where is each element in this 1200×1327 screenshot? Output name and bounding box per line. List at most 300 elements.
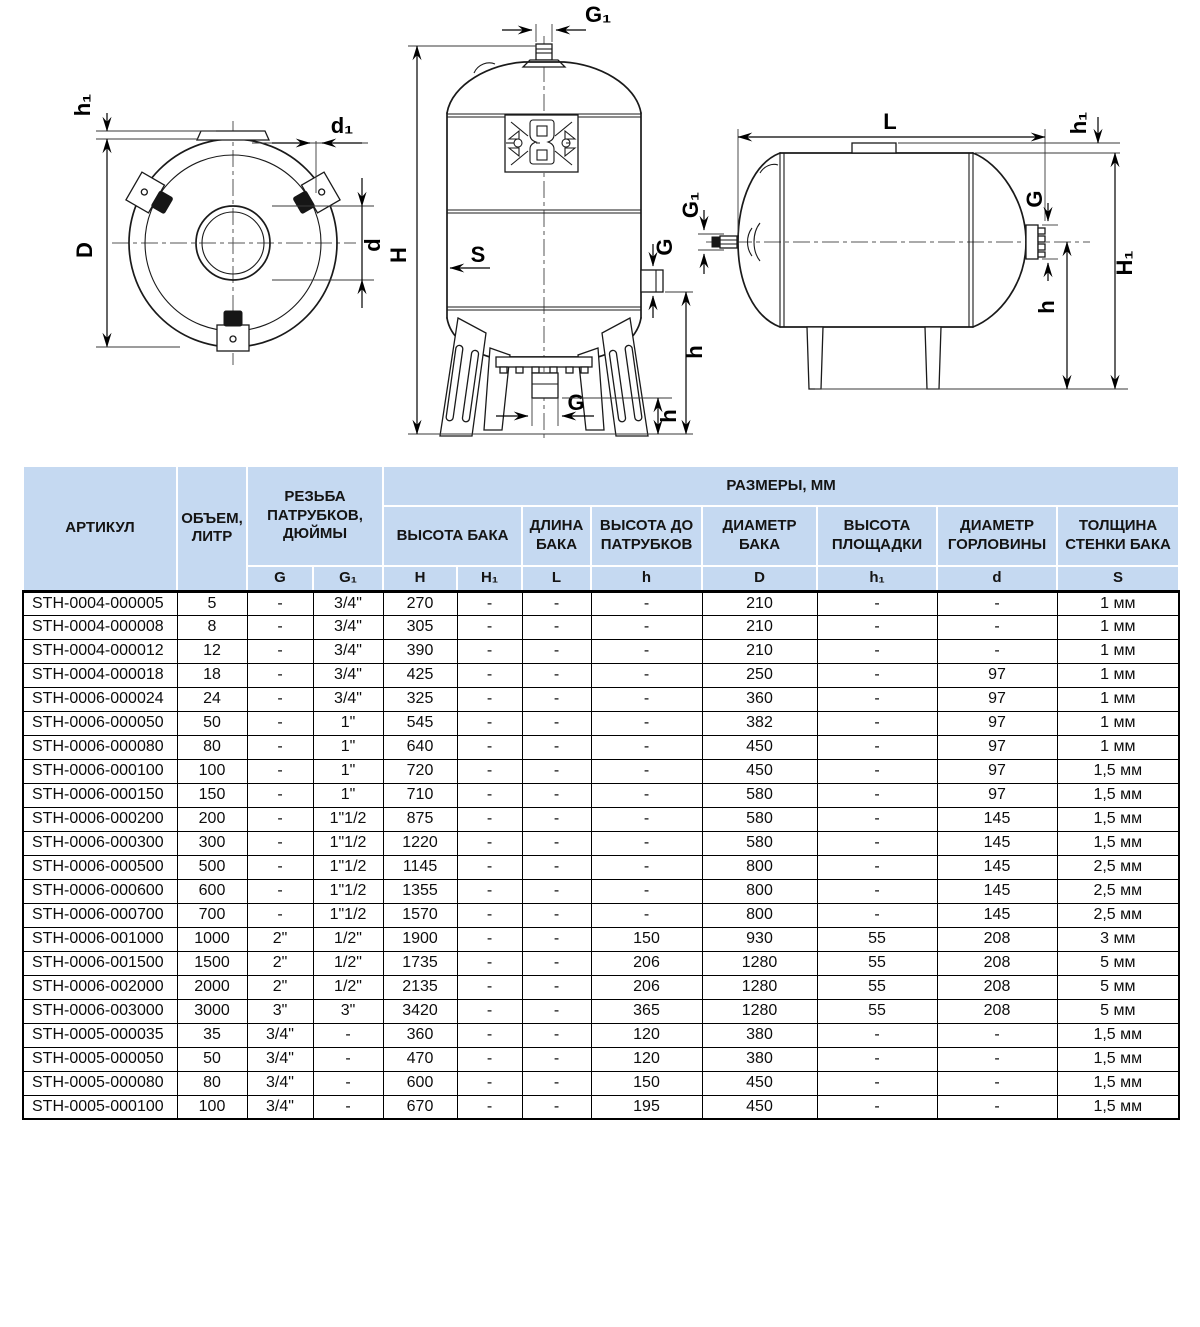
- table-row: [23, 855, 1179, 879]
- cell-value: 450: [702, 735, 817, 759]
- cell-artikul: STH-0005-000080: [23, 1071, 177, 1095]
- cell-value: 600: [383, 1071, 457, 1095]
- cell-value: 97: [937, 759, 1057, 783]
- cell-value: -: [247, 591, 313, 615]
- cell-value: -: [522, 759, 591, 783]
- cell-value: 1 мм: [1057, 711, 1179, 735]
- cell-artikul: STH-0006-001500: [23, 951, 177, 975]
- cell-value: -: [457, 855, 522, 879]
- cell-value: 145: [937, 903, 1057, 927]
- cell-value: -: [247, 711, 313, 735]
- cell-value: 3420: [383, 999, 457, 1023]
- cell-value: 270: [383, 591, 457, 615]
- cell-value: -: [591, 615, 702, 639]
- cell-artikul: STH-0006-000700: [23, 903, 177, 927]
- cell-value: 1 мм: [1057, 735, 1179, 759]
- cell-value: -: [817, 591, 937, 615]
- cell-value: -: [522, 1047, 591, 1071]
- cell-value: -: [591, 807, 702, 831]
- cell-value: -: [247, 735, 313, 759]
- cell-value: 1145: [383, 855, 457, 879]
- cell-value: 1280: [702, 951, 817, 975]
- cell-value: -: [817, 735, 937, 759]
- cell-value: -: [247, 687, 313, 711]
- cell-value: 150: [177, 783, 247, 807]
- cell-value: 1,5 мм: [1057, 1071, 1179, 1095]
- header-volume: ОБЪЕМ, ЛИТР: [177, 466, 247, 591]
- cell-value: 206: [591, 975, 702, 999]
- cell-value: 208: [937, 927, 1057, 951]
- table-row: [23, 711, 1179, 735]
- cell-value: 210: [702, 639, 817, 663]
- cell-value: -: [457, 831, 522, 855]
- cell-value: 450: [702, 759, 817, 783]
- cell-value: 2": [247, 951, 313, 975]
- table-row: [23, 951, 1179, 975]
- cell-value: -: [522, 783, 591, 807]
- dim-label-G-horiz: G: [1022, 190, 1047, 208]
- cell-value: 1 мм: [1057, 663, 1179, 687]
- cell-value: -: [247, 663, 313, 687]
- cell-value: -: [817, 903, 937, 927]
- cell-value: 97: [937, 735, 1057, 759]
- cell-value: 360: [702, 687, 817, 711]
- cell-value: -: [457, 1023, 522, 1047]
- header-letter-G1: G₁: [313, 566, 383, 591]
- cell-value: 3": [313, 999, 383, 1023]
- dim-label-S: S: [470, 242, 486, 267]
- cell-value: 24: [177, 687, 247, 711]
- cell-value: 35: [177, 1023, 247, 1047]
- cell-value: 55: [817, 975, 937, 999]
- cell-value: 1,5 мм: [1057, 1095, 1179, 1119]
- cell-value: -: [247, 831, 313, 855]
- header-letter-L: L: [522, 566, 591, 591]
- header-letter-H1: H₁: [457, 566, 522, 591]
- cell-value: 210: [702, 591, 817, 615]
- cell-value: 700: [177, 903, 247, 927]
- cell-artikul: STH-0004-000018: [23, 663, 177, 687]
- cell-value: 1 мм: [1057, 639, 1179, 663]
- cell-value: 3 мм: [1057, 927, 1179, 951]
- cell-value: -: [522, 903, 591, 927]
- cell-value: 2,5 мм: [1057, 855, 1179, 879]
- header-thread: РЕЗЬБА ПАТРУБКОВ, ДЮЙМЫ: [247, 466, 383, 566]
- cell-value: -: [937, 1023, 1057, 1047]
- cell-value: -: [591, 783, 702, 807]
- cell-artikul: STH-0006-000150: [23, 783, 177, 807]
- cell-value: -: [817, 663, 937, 687]
- cell-value: 80: [177, 735, 247, 759]
- dim-label-D: D: [72, 242, 97, 258]
- top-platform: [852, 143, 896, 153]
- cell-artikul: STH-0006-000500: [23, 855, 177, 879]
- cell-value: -: [522, 1095, 591, 1119]
- cell-value: -: [247, 879, 313, 903]
- spec-table-body: [23, 591, 1179, 1119]
- cell-value: -: [937, 591, 1057, 615]
- cell-value: 145: [937, 807, 1057, 831]
- cell-value: -: [817, 615, 937, 639]
- cell-artikul: STH-0004-000005: [23, 591, 177, 615]
- cell-value: 305: [383, 615, 457, 639]
- cell-value: 450: [702, 1071, 817, 1095]
- cell-value: 145: [937, 855, 1057, 879]
- cell-value: 195: [591, 1095, 702, 1119]
- cell-value: 5 мм: [1057, 951, 1179, 975]
- air-valve-horizontal: [720, 236, 737, 248]
- cell-value: 3/4": [247, 1071, 313, 1095]
- header-group-diameter: ДИАМЕТР БАКА: [702, 506, 817, 566]
- cell-value: -: [247, 855, 313, 879]
- cell-value: -: [313, 1023, 383, 1047]
- cell-artikul: STH-0006-000300: [23, 831, 177, 855]
- cell-value: 55: [817, 927, 937, 951]
- cell-value: -: [817, 639, 937, 663]
- table-header: [23, 466, 1179, 591]
- cell-value: 100: [177, 1095, 247, 1119]
- cell-value: 1"1/2: [313, 831, 383, 855]
- header-letter-D: D: [702, 566, 817, 591]
- cell-value: 1,5 мм: [1057, 783, 1179, 807]
- cell-value: 145: [937, 879, 1057, 903]
- dim-label-d: d: [360, 238, 385, 252]
- cell-value: 3": [247, 999, 313, 1023]
- dim-label-G-bottom: G: [567, 390, 585, 415]
- cell-value: -: [457, 1095, 522, 1119]
- cell-value: 8: [177, 615, 247, 639]
- cell-value: 720: [383, 759, 457, 783]
- cell-value: -: [457, 783, 522, 807]
- cell-value: 470: [383, 1047, 457, 1071]
- cell-value: 80: [177, 1071, 247, 1095]
- cell-value: -: [457, 639, 522, 663]
- cell-value: 208: [937, 975, 1057, 999]
- cell-value: 2": [247, 975, 313, 999]
- cell-value: -: [591, 591, 702, 615]
- cell-value: -: [591, 903, 702, 927]
- cell-value: 800: [702, 879, 817, 903]
- cell-value: -: [247, 807, 313, 831]
- cell-value: 580: [702, 783, 817, 807]
- cell-value: 1/2": [313, 951, 383, 975]
- cell-value: -: [522, 831, 591, 855]
- cell-artikul: STH-0005-000050: [23, 1047, 177, 1071]
- cell-value: -: [817, 807, 937, 831]
- header-artikul: АРТИКУЛ: [23, 466, 177, 591]
- cell-value: 390: [383, 639, 457, 663]
- cell-value: 3/4": [313, 639, 383, 663]
- cell-value: 800: [702, 855, 817, 879]
- cell-value: 2,5 мм: [1057, 879, 1179, 903]
- table-row: [23, 1023, 1179, 1047]
- cell-value: 5 мм: [1057, 999, 1179, 1023]
- cell-value: -: [247, 639, 313, 663]
- cell-value: 2,5 мм: [1057, 903, 1179, 927]
- cell-value: -: [457, 615, 522, 639]
- cell-value: -: [817, 1095, 937, 1119]
- cell-value: 875: [383, 807, 457, 831]
- cell-value: -: [591, 759, 702, 783]
- spec-table: [22, 465, 1180, 1120]
- cell-artikul: STH-0005-000100: [23, 1095, 177, 1119]
- cell-value: -: [817, 711, 937, 735]
- table-row: [23, 735, 1179, 759]
- cell-value: 97: [937, 783, 1057, 807]
- cell-value: 800: [702, 903, 817, 927]
- bottom-flange: [496, 357, 592, 367]
- header-letter-h1: h₁: [817, 566, 937, 591]
- cell-value: 640: [383, 735, 457, 759]
- cell-value: -: [457, 951, 522, 975]
- cell-value: 120: [591, 1047, 702, 1071]
- cell-value: 1": [313, 711, 383, 735]
- cell-value: -: [313, 1095, 383, 1119]
- cell-value: 150: [591, 927, 702, 951]
- cell-value: 710: [383, 783, 457, 807]
- header-group-neck-diameter: ДИАМЕТР ГОРЛОВИНЫ: [937, 506, 1057, 566]
- cell-value: 2": [247, 927, 313, 951]
- cell-value: -: [457, 807, 522, 831]
- cell-artikul: STH-0006-000024: [23, 687, 177, 711]
- cell-value: 1900: [383, 927, 457, 951]
- cell-value: -: [522, 663, 591, 687]
- header-group-platform-height: ВЫСОТА ПЛОЩАДКИ: [817, 506, 937, 566]
- cell-value: -: [522, 855, 591, 879]
- cell-value: 18: [177, 663, 247, 687]
- table-row: [23, 879, 1179, 903]
- table-row: [23, 687, 1179, 711]
- cell-value: 1/2": [313, 975, 383, 999]
- cell-value: 12: [177, 639, 247, 663]
- tank-leg: [925, 327, 941, 389]
- cell-value: 55: [817, 999, 937, 1023]
- cell-value: 580: [702, 831, 817, 855]
- cell-value: -: [591, 831, 702, 855]
- cell-value: 1"1/2: [313, 855, 383, 879]
- cell-value: 1,5 мм: [1057, 759, 1179, 783]
- cell-value: 325: [383, 687, 457, 711]
- air-valve: [536, 44, 552, 60]
- cell-value: 97: [937, 663, 1057, 687]
- cell-value: -: [591, 639, 702, 663]
- cell-value: 145: [937, 831, 1057, 855]
- cell-value: -: [817, 759, 937, 783]
- cell-value: 1"1/2: [313, 903, 383, 927]
- cell-value: 1,5 мм: [1057, 807, 1179, 831]
- table-row: [23, 975, 1179, 999]
- cell-value: 1 мм: [1057, 591, 1179, 615]
- cell-value: 382: [702, 711, 817, 735]
- cell-value: 1,5 мм: [1057, 1023, 1179, 1047]
- table-row: [23, 783, 1179, 807]
- cell-value: -: [522, 639, 591, 663]
- cell-value: 1": [313, 759, 383, 783]
- cell-value: -: [591, 711, 702, 735]
- dim-label-h1-horiz: h₁: [1066, 111, 1091, 135]
- cell-artikul: STH-0004-000012: [23, 639, 177, 663]
- cell-artikul: STH-0006-000080: [23, 735, 177, 759]
- cell-value: 1220: [383, 831, 457, 855]
- cell-value: -: [247, 783, 313, 807]
- cell-value: -: [457, 1071, 522, 1095]
- cell-value: -: [247, 903, 313, 927]
- tank-leg: [807, 327, 823, 389]
- cell-value: -: [457, 879, 522, 903]
- cell-value: 500: [177, 855, 247, 879]
- cell-value: 50: [177, 711, 247, 735]
- cell-value: -: [522, 1071, 591, 1095]
- cell-value: 3/4": [247, 1095, 313, 1119]
- cell-value: -: [591, 687, 702, 711]
- cell-value: 300: [177, 831, 247, 855]
- header-group-wall-thickness: ТОЛЩИНА СТЕНКИ БАКА: [1057, 506, 1179, 566]
- cell-artikul: STH-0006-000100: [23, 759, 177, 783]
- cell-value: -: [457, 663, 522, 687]
- cell-value: 50: [177, 1047, 247, 1071]
- cell-value: -: [817, 783, 937, 807]
- dim-label-h1-top: h₁: [70, 93, 95, 117]
- cell-value: 450: [702, 1095, 817, 1119]
- cell-value: -: [522, 999, 591, 1023]
- cell-value: 200: [177, 807, 247, 831]
- cell-value: 1735: [383, 951, 457, 975]
- table-row: [23, 927, 1179, 951]
- cell-value: -: [457, 759, 522, 783]
- cell-value: -: [313, 1071, 383, 1095]
- cell-value: 670: [383, 1095, 457, 1119]
- cell-value: -: [457, 687, 522, 711]
- cell-value: -: [247, 759, 313, 783]
- cell-value: 930: [702, 927, 817, 951]
- cell-value: -: [817, 831, 937, 855]
- cell-value: -: [313, 1047, 383, 1071]
- cell-value: 380: [702, 1047, 817, 1071]
- dim-label-h-side: h: [682, 345, 707, 359]
- table-row: [23, 1047, 1179, 1071]
- cell-value: 3/4": [313, 687, 383, 711]
- cell-value: -: [817, 1071, 937, 1095]
- cell-artikul: STH-0006-000200: [23, 807, 177, 831]
- header-group-length: ДЛИНА БАКА: [522, 506, 591, 566]
- dim-label-h-bottom: h: [656, 409, 681, 423]
- cell-value: 360: [383, 1023, 457, 1047]
- bottom-connection: [532, 373, 558, 398]
- side-connection: [641, 270, 663, 292]
- cell-value: -: [817, 1023, 937, 1047]
- cell-value: -: [457, 999, 522, 1023]
- cell-value: 1570: [383, 903, 457, 927]
- cell-value: -: [937, 639, 1057, 663]
- cell-value: 3/4": [313, 591, 383, 615]
- cell-value: 1,5 мм: [1057, 1047, 1179, 1071]
- cell-artikul: STH-0005-000035: [23, 1023, 177, 1047]
- cell-value: -: [817, 855, 937, 879]
- cell-value: 1280: [702, 999, 817, 1023]
- cell-value: 120: [591, 1023, 702, 1047]
- cell-value: 425: [383, 663, 457, 687]
- table-row: [23, 615, 1179, 639]
- top-view-drawing: [20, 75, 410, 385]
- cell-value: 3000: [177, 999, 247, 1023]
- table-row: [23, 591, 1179, 615]
- cell-artikul: STH-0006-000600: [23, 879, 177, 903]
- cell-value: 1": [313, 735, 383, 759]
- vertical-tank-drawing: [386, 0, 707, 450]
- cell-value: 380: [702, 1023, 817, 1047]
- cell-value: 97: [937, 711, 1057, 735]
- cell-value: -: [522, 591, 591, 615]
- table-row: [23, 639, 1179, 663]
- table-row: [23, 831, 1179, 855]
- cell-value: 1280: [702, 975, 817, 999]
- cell-value: 97: [937, 687, 1057, 711]
- cell-value: -: [522, 927, 591, 951]
- cell-value: -: [457, 927, 522, 951]
- cell-value: 100: [177, 759, 247, 783]
- cell-value: 3/4": [247, 1023, 313, 1047]
- cell-artikul: STH-0006-001000: [23, 927, 177, 951]
- cell-value: -: [937, 615, 1057, 639]
- cell-value: -: [522, 711, 591, 735]
- cell-value: 1"1/2: [313, 879, 383, 903]
- cell-value: -: [457, 591, 522, 615]
- cell-value: -: [522, 687, 591, 711]
- cell-value: -: [522, 879, 591, 903]
- header-group-height: ВЫСОТА БАКА: [383, 506, 522, 566]
- cell-value: 208: [937, 999, 1057, 1023]
- cell-artikul: STH-0006-000050: [23, 711, 177, 735]
- cell-value: -: [591, 735, 702, 759]
- dim-label-G-side: G: [652, 238, 677, 256]
- table-row: [23, 663, 1179, 687]
- cell-value: -: [817, 1047, 937, 1071]
- cell-value: 1"1/2: [313, 807, 383, 831]
- table-row: [23, 1095, 1179, 1119]
- header-letter-G: G: [247, 566, 313, 591]
- dim-label-h-horiz: h: [1034, 300, 1059, 314]
- cell-value: -: [457, 1047, 522, 1071]
- cell-value: -: [937, 1071, 1057, 1095]
- cell-artikul: STH-0004-000008: [23, 615, 177, 639]
- header-letter-H: H: [383, 566, 457, 591]
- cell-value: -: [522, 951, 591, 975]
- cell-value: -: [457, 735, 522, 759]
- header-letter-h: h: [591, 566, 702, 591]
- cell-value: 250: [702, 663, 817, 687]
- table-row: [23, 903, 1179, 927]
- table-row: [23, 1071, 1179, 1095]
- cell-artikul: STH-0006-003000: [23, 999, 177, 1023]
- cell-value: -: [591, 663, 702, 687]
- cell-value: -: [937, 1047, 1057, 1071]
- cell-value: -: [591, 879, 702, 903]
- cell-artikul: STH-0006-002000: [23, 975, 177, 999]
- header-group-height-to-ports: ВЫСОТА ДО ПАТРУБКОВ: [591, 506, 702, 566]
- cell-value: -: [591, 855, 702, 879]
- cell-value: -: [522, 975, 591, 999]
- cell-value: 55: [817, 951, 937, 975]
- cell-value: 545: [383, 711, 457, 735]
- cell-value: -: [522, 1023, 591, 1047]
- top-tab: [197, 131, 269, 140]
- cell-value: 3/4": [313, 663, 383, 687]
- dim-label-d1: d₁: [330, 113, 354, 138]
- cell-value: 365: [591, 999, 702, 1023]
- cell-value: 1355: [383, 879, 457, 903]
- cell-value: -: [817, 879, 937, 903]
- cell-value: -: [522, 615, 591, 639]
